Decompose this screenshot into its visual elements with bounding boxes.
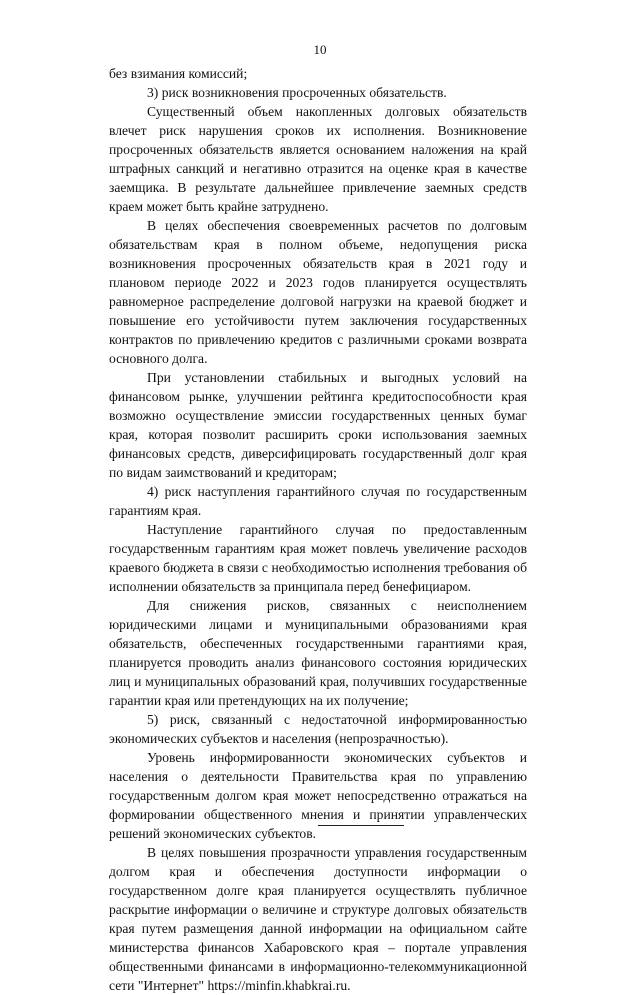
paragraph: В целях обеспечения своевременных расчетов по долговым обязательствам края в полном объеме, недопущения риска возникновения просроченных обязательств края в 2021 году и плановом периоде 2022 и 2023 годов планируется осуществлять равномерное распределение долговой нагрузки на краевой бюджет и повышение его устойчивости путем заключения государственных контрактов по привлечению кредитов с различными сроками возврата основного долга. (109, 218, 527, 366)
paragraph: В целях повышения прозрачности управления государственным долгом края и обеспечения доступности информации о государственном долге края планируется осуществлять публичное раскрытие информации о величине и структуре долговых обязательств края путем размещения данной информации на официальном сайте министерства финансов Хабаровского края – портале управления общественными финансами в информационно-телекоммуникационной сети "Интернет" https://minfin.khabkrai.ru. (109, 845, 527, 993)
paragraph-continuation: без взимания комиссий; (109, 66, 248, 81)
paragraph: Наступление гарантийного случая по предоставленным государственным гарантиям края может повлечь увеличение расходов краевого бюджета в связи с необходимостью исполнения требования об исполнении обязательств за принципала перед бенефициаром. (109, 522, 527, 594)
document-body (109, 64, 527, 995)
paragraph-risk-4: 4) риск наступления гарантийного случая по государственным гарантиям края. (109, 484, 527, 518)
paragraph: При установлении стабильных и выгодных условий на финансовом рынке, улучшении рейтинга кредитоспособности края возможно осуществление эмиссии государственных ценных бумаг края, которая позволит расширить сроки использования заемных финансовых средств, диверсифицировать государственный долг края по видам заимствований и кредиторам; (109, 370, 527, 480)
paragraph: Уровень информированности экономических субъектов и населения о деятельности Правительства края по управлению государственным долгом края может непосредственно отражаться на формировании общественного мнения и принятии управленческих решений экономических субъектов. (109, 750, 527, 841)
end-rule (318, 825, 404, 826)
paragraph: Для снижения рисков, связанных с неисполнением юридическими лицами и муниципальными образованиями края обязательств, обеспеченных государственными гарантиями края, планируется проводить анализ финансового состояния юридических лиц и муниципальных образований края, получивших государственные гарантии края или претендующих на их получение; (109, 598, 527, 708)
paragraph-risk-5: 5) риск, связанный с недостаточной информированностью экономических субъектов и населения (непрозрачностью). (109, 712, 527, 746)
page-number: 10 (313, 42, 327, 57)
paragraph: Существенный объем накопленных долговых обязательств влечет риск нарушения сроков их исполнения. Возникновение просроченных обязательств является основанием наложения на край штрафных санкций и негативно отразится на оценке края в качестве заемщика. В результате дальнейшее привлечение заемных средств краем может быть крайне затруднено. (109, 104, 527, 214)
paragraph-risk-3: 3) риск возникновения просроченных обязательств. (147, 85, 447, 100)
